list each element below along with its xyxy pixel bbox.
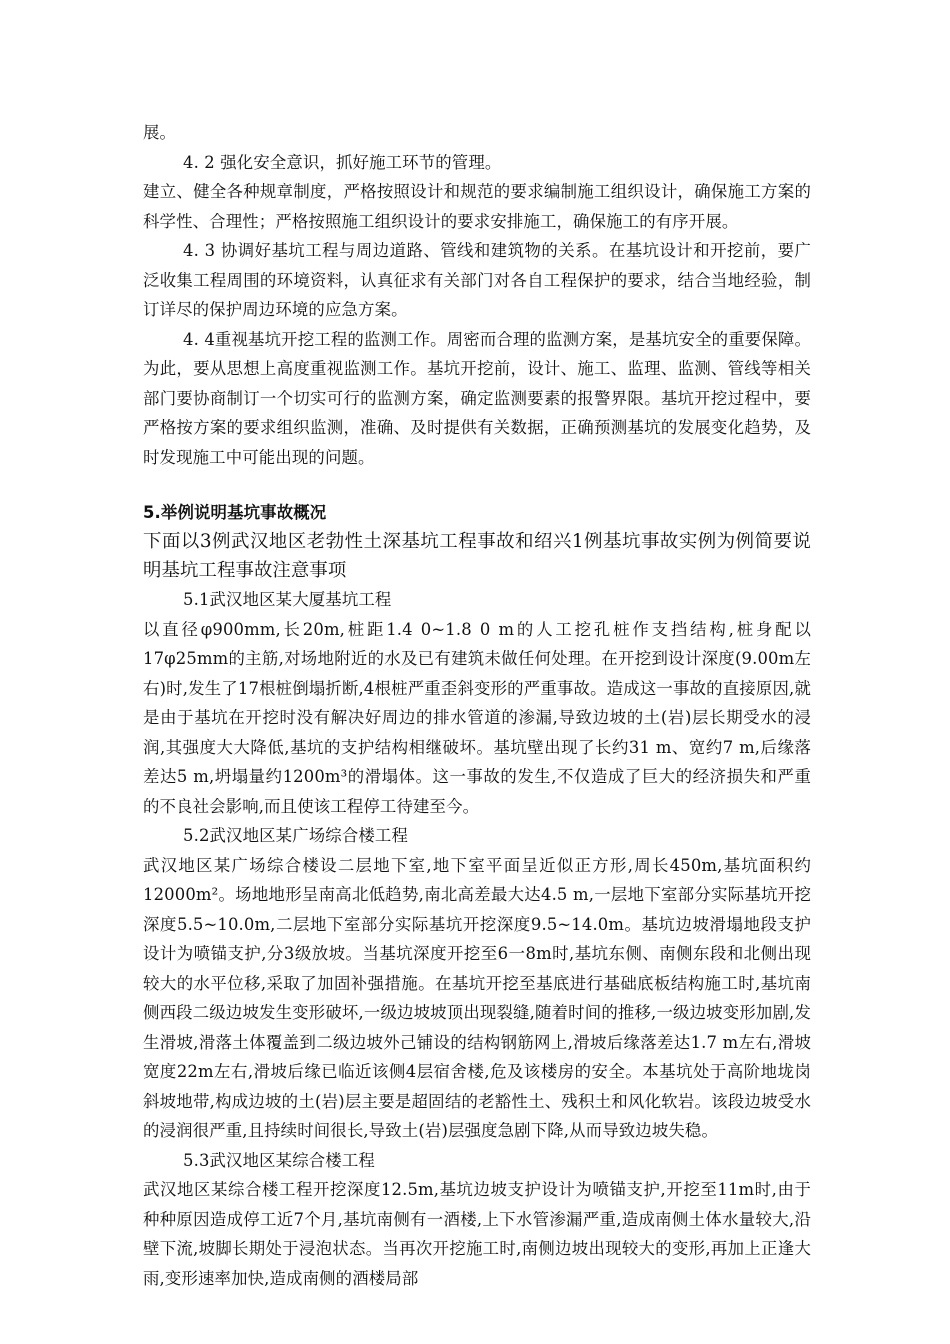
section-4-4-paragraph: 4. 4重视基坑开挖工程的监测工作。周密而合理的监测方案，是基坑安全的重要保障。为此，要从思想上高度重视监测工作。基坑开挖前，设计、施工、监理、监测、管线等相关部门要协商制订一个切实可行的监测方案，确定监测要素的报警界限。基坑开挖过程中，要严格按方案的要求组织监测，准确、及时提供有关数据，正确预测基坑的发展变化趋势，及时发现施工中可能出现的问题。 bbox=[143, 329, 811, 467]
document-page bbox=[143, 118, 811, 1293]
section-5-2-title: 5.2武汉地区某广场综合楼工程 bbox=[183, 826, 409, 845]
section-5-1-body: 以直径φ900mm,长20m,桩距1.4 0~1.8 0 m的人工挖孔桩作支挡结构,桩身配以17φ25mm的主筋,对场地附近的水及已有建筑未做任何处理。在开挖到设计深度(9.00m左右)时,发生了17根桩倒塌折断,4根桩严重歪斜变形的严重事故。造成这一事故的直接原因,就是由于基坑在开挖时没有解决好周边的排水管道的渗漏,导致边坡的土(岩)层长期受水的浸润,其强度大大降低,基坑的支护结构相继破坏。基坑壁出现了长约31 m、宽约7 m,后缘落差达5 m,坍塌量约1200m³的滑塌体。这一事故的发生,不仅造成了巨大的经济损失和严重的不良社会影响,而且使该工程停工待建至今。 bbox=[143, 619, 811, 816]
section-4-2-title: 4. 2 强化安全意识，抓好施工环节的管理。 bbox=[183, 152, 502, 172]
section-5-3-title: 5.3武汉地区某综合楼工程 bbox=[183, 1150, 375, 1170]
section-5-intro: 下面以3例武汉地区老勃性土深基坑工程事故和绍兴1例基坑事故实例为例简要说明基坑工程事故注意事项 bbox=[143, 531, 811, 581]
section-5-3-body: 武汉地区某综合楼工程开挖深度12.5m,基坑边坡支护设计为喷锚支护,开挖至11m时,由于种种原因造成停工近7个月,基坑南侧有一酒楼,上下水管渗漏严重,造成南侧土体水量较大,沿壁下流,坡脚长期处于浸泡状态。当再次开挖施工时,南侧边坡出现较大的变形,再加上正逢大雨,变形速率加快,造成南侧的酒楼局部 bbox=[143, 1180, 811, 1288]
paragraph-continuation: 展。 bbox=[143, 123, 177, 142]
section-5-heading: 5.举例说明基坑事故概况 bbox=[143, 503, 327, 522]
section-4-2-body: 建立、健全各种规章制度，严格按照设计和规范的要求编制施工组织设计，确保施工方案的科学性、合理性；严格按照施工组织设计的要求安排施工，确保施工的有序开展。 bbox=[143, 182, 811, 231]
section-4-3-paragraph: 4. 3 协调好基坑工程与周边道路、管线和建筑物的关系。在基坑设计和开挖前，要广泛收集工程周围的环境资料，认真征求有关部门对各自工程保护的要求，结合当地经验，制订详尽的保护周边环境的应急方案。 bbox=[143, 241, 811, 319]
section-5-1-title: 5.1武汉地区某大厦基坑工程 bbox=[183, 590, 392, 609]
section-5-2-body: 武汉地区某广场综合楼设二层地下室,地下室平面呈近似正方形,周长450m,基坑面积约12000m²。场地地形呈南高北低趋势,南北高差最大达4.5 m,一层地下室部分实际基坑开挖深度5.5~10.0m,二层地下室部分实际基坑开挖深度9.5~14.0m。基坑边坡滑塌地段支护设计为喷锚支护,分3级放坡。当基坑深度开挖至6一8m时,基坑东侧、南侧东段和北侧出现较大的水平位移,采取了加固补强措施。在基坑开挖至基底进行基础底板结构施工时,基坑南侧西段二级边坡发生变形破坏,一级边坡坡顶出现裂缝,随着时间的推移,一级边坡变形加剧,发生滑坡,滑落土体覆盖到二级边坡外己铺设的结构钢筋网上,滑坡后缘落差达1.7 m左右,滑坡宽度22m左右,滑坡后缘已临近该侧4层宿舍楼,危及该楼房的安全。本基坑处于高阶地垅岗斜坡地带,构成边坡的土(岩)层主要是超固结的老豁性土、残积土和风化软岩。该段边坡受水的浸润很严重,且持续时间很长,导致土(岩)层强度急剧下降,从而导致边坡失稳。 bbox=[143, 855, 811, 1140]
